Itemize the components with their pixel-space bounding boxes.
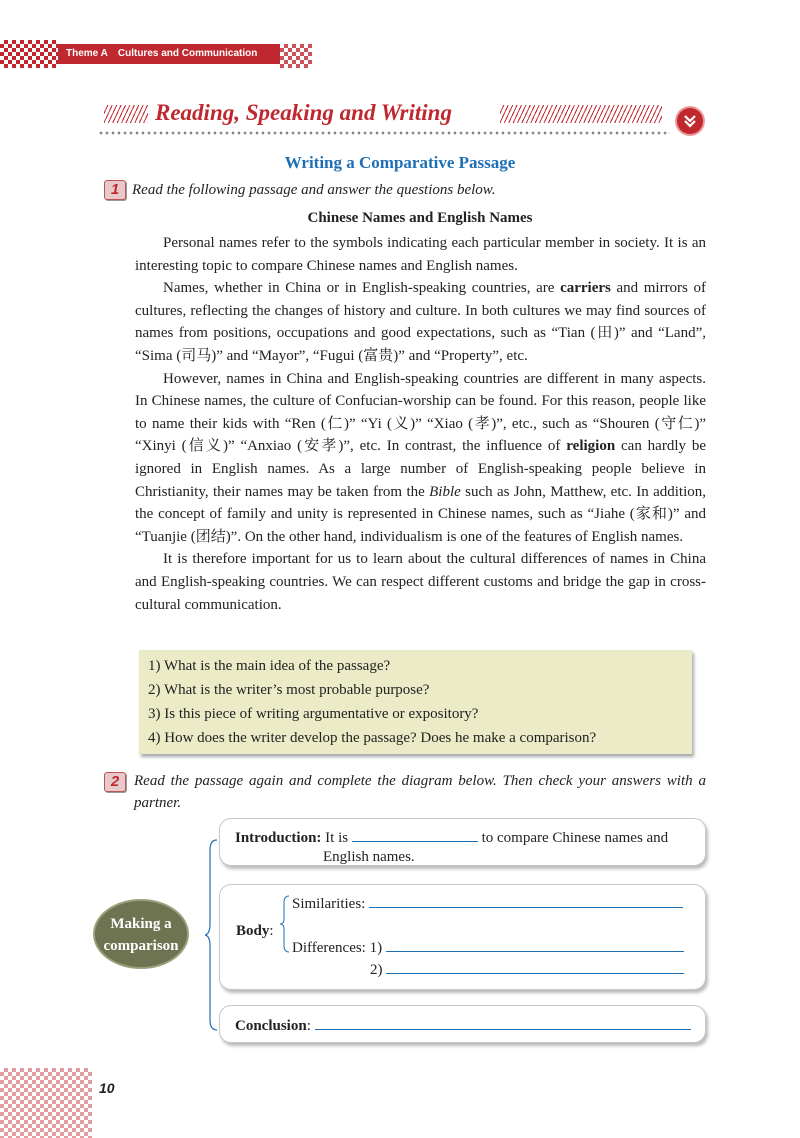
passage-body [135, 232, 706, 616]
differences-label: Differences: 1) [292, 940, 383, 956]
introduction-label: Introduction: [235, 830, 322, 846]
footer-pattern [0, 1068, 92, 1138]
differences-row-2 [370, 959, 684, 979]
conclusion-label: Conclusion [235, 1018, 307, 1034]
p3-text-a: However, names in China and English-speaking countries are different in many aspects. In Chinese names, the culture of Confucian-worship can be found. For this reason, people like to name their kids with “Ren (仁)” “Yi (义)” “Xiao (孝)”, etc., such as “Shouren (守仁)” “Xinyi (信义)” “Anxiao (安孝)”, etc. In contrast, the influence of [135, 370, 706, 455]
paragraph-2 [135, 277, 706, 367]
questions-box [139, 650, 692, 754]
task-2-instruction: Read the passage again and complete the diagram below. Then check your answers with a partner. [134, 773, 706, 811]
section-title: Reading, Speaking and Writing [155, 100, 452, 125]
title-hatch-left [104, 105, 148, 123]
body-colon: : [269, 923, 274, 939]
paragraph-3 [135, 368, 706, 549]
similarities-row [292, 893, 683, 913]
title-hatch-right [500, 105, 662, 123]
subsection-title: Writing a Comparative Passage [284, 153, 516, 172]
conclusion-colon: : [306, 1018, 311, 1034]
p2-text-a: Names, whether in China or in English-speaking countries, are [163, 280, 561, 297]
keyword-carriers: carriers [560, 280, 611, 297]
body-brace [280, 895, 290, 953]
intro-text-after: to compare Chinese names and [477, 830, 669, 846]
title-dotted-rule [98, 131, 670, 135]
task-2-badge: 2 [104, 772, 126, 792]
question-3: 3) Is this piece of writing argumentative or expository? [148, 706, 479, 722]
double-chevron-down-icon [682, 113, 698, 129]
body-label: Body [236, 923, 270, 939]
question-4: 4) How does the writer develop the passage? Does he make a comparison? [148, 730, 597, 746]
p2-text-b: and mirrors of cultures, reflecting the changes of history and culture. In both cultures we may find sources of names from positions, occupations and good expectations, such as “Tian (田)” and “Land”, “Sima (司马)” and “Mayor”, “Fugui (富贵)” and “Property”, etc. [135, 280, 706, 364]
keyword-religion: religion [566, 438, 616, 455]
p3-text-c: such as John, Matthew, etc. In addition, the concept of family and unity is represented in Chinese names, such as “Jiahe (家和)” and “Tuanjie (团结)”. On the other hand, individualism is one of the features of English names. [135, 483, 706, 545]
task-1-badge: 1 [104, 180, 126, 200]
page-number: 10 [99, 1080, 115, 1096]
theme-topic: Cultures and Communication [117, 48, 258, 59]
conclusion-blank[interactable] [315, 1015, 691, 1030]
similarities-blank[interactable] [369, 893, 683, 908]
questions-list [139, 650, 692, 750]
paragraph-4: It is therefore important for us to learn about the cultural differences of names in China and English-speaking countries. We can respect different customs and bridge the gap in cross-cultural communication. [135, 551, 706, 613]
diagram-brace [205, 838, 219, 1032]
introduction-blank[interactable] [352, 827, 478, 842]
question-2: 2) What is the writer’s most probable purpose? [148, 682, 430, 698]
body-box [219, 884, 706, 990]
task-1-instruction: Read the following passage and answer the questions below. [132, 182, 496, 198]
body-label-wrap [236, 923, 274, 940]
differences-label-2: 2) [370, 962, 383, 978]
passage-title: Chinese Names and English Names [307, 210, 533, 226]
intro-text-before: It is [321, 830, 352, 846]
conclusion-row [235, 1015, 691, 1035]
introduction-box [219, 818, 706, 866]
differences-row-1 [292, 937, 684, 957]
conclusion-box [219, 1005, 706, 1043]
section-nav-button[interactable] [677, 108, 703, 134]
bible-italic: Bible [429, 483, 461, 500]
introduction-line-1 [235, 827, 668, 847]
similarities-label: Similarities: [292, 896, 366, 912]
p3-text-b: can hardly be ignored in English names. As a large number of English-speaking people believe in Christianity, their names may be taken from the [135, 438, 706, 500]
center-node-making-comparison: Making a comparison [93, 899, 189, 969]
paragraph-1: Personal names refer to the symbols indicating each particular member in society. It is an interesting topic to compare Chinese names and English names. [135, 235, 706, 274]
header-pattern-right [280, 44, 312, 68]
theme-label: Theme A [66, 48, 108, 59]
header-pattern-left [0, 40, 58, 68]
differences-blank-2[interactable] [386, 959, 684, 974]
theme-header [58, 44, 280, 64]
question-1: 1) What is the main idea of the passage? [148, 658, 391, 674]
differences-blank-1[interactable] [386, 937, 684, 952]
introduction-line-2: English names. [323, 849, 415, 865]
